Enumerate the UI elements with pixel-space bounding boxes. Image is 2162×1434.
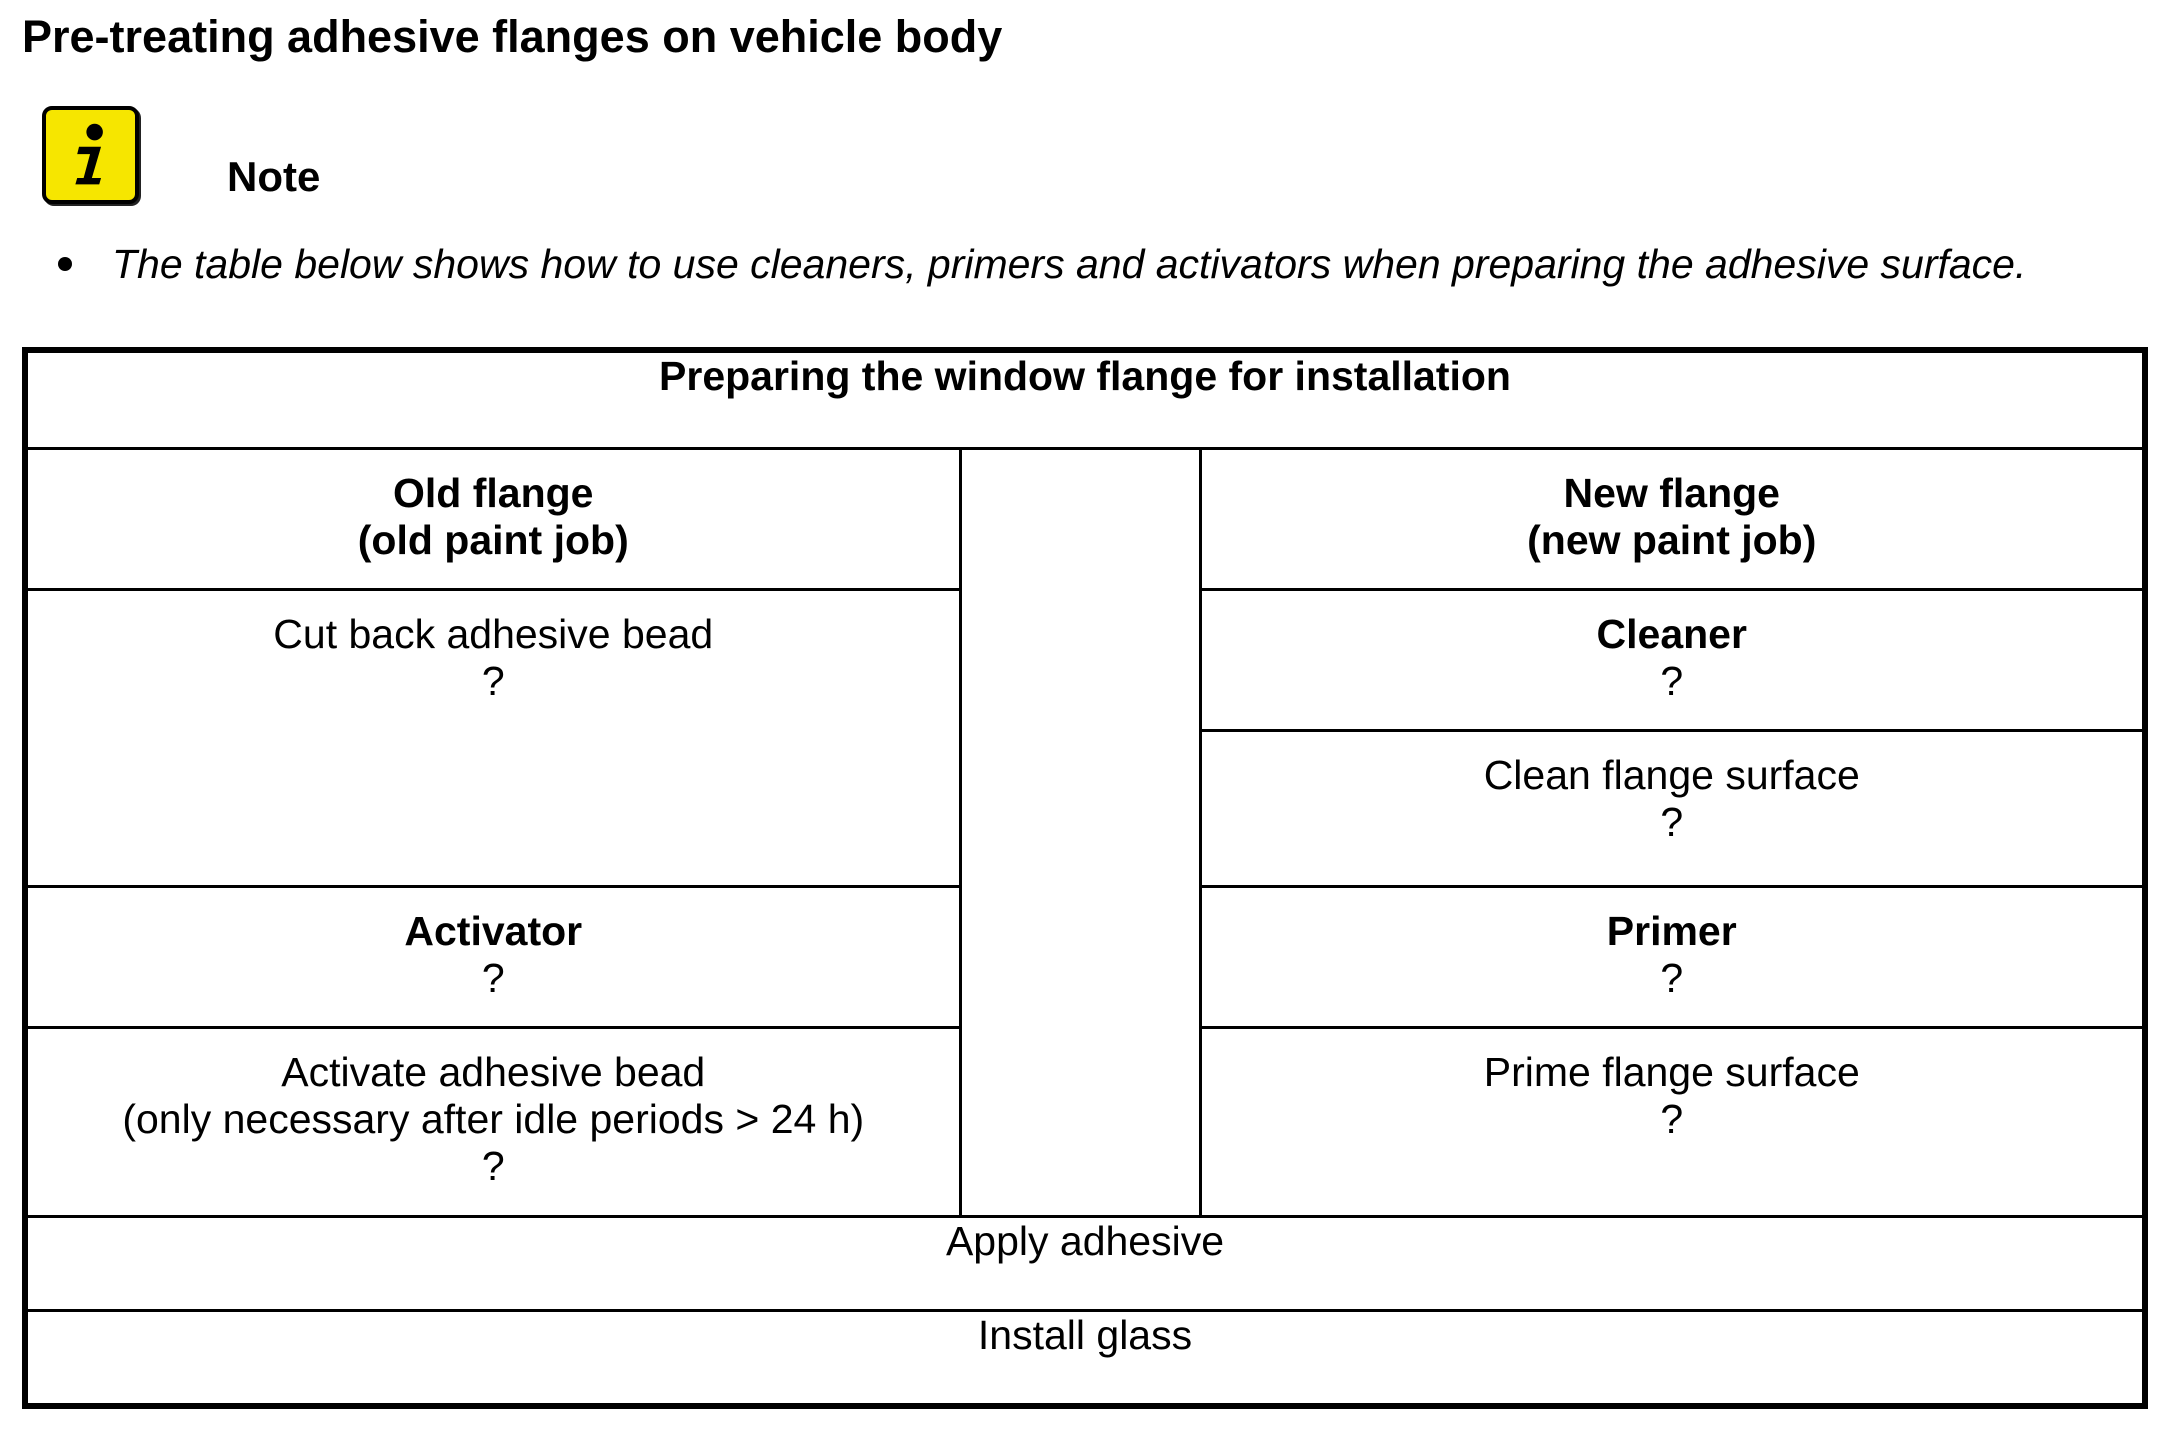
flange-table-container [22, 347, 2148, 1409]
new-flange-heading-line1: New flange [1563, 469, 1780, 516]
old-flange-heading-line2: (old paint job) [357, 516, 629, 563]
new-flange-step-primer [1200, 886, 2145, 1027]
new-step4-label: Prime flange surface [1483, 1048, 1860, 1095]
page-title: Pre-treating adhesive flanges on vehicle body [22, 11, 1003, 62]
note-bullet [58, 236, 2026, 292]
install-glass-step: Install glass [25, 1310, 2145, 1406]
new-flange-heading [1200, 448, 2145, 589]
old-flange-heading-line1: Old flange [393, 469, 594, 516]
new-step2-label: Clean flange surface [1483, 751, 1860, 798]
new-flange-step-prime-surface [1200, 1027, 2145, 1216]
new-step1-placeholder: ? [1660, 657, 1684, 704]
spacer-column [960, 448, 1200, 1216]
new-flange-step-cleaner [1200, 589, 2145, 730]
flange-preparation-table [22, 347, 2148, 1409]
table-header-row [25, 448, 2145, 589]
note-label: Note [227, 153, 321, 200]
table-title-row [25, 350, 2145, 448]
old-step1-label: Cut back adhesive bead [273, 610, 714, 657]
apply-adhesive-step: Apply adhesive [25, 1216, 2145, 1310]
old-step2-placeholder: ? [481, 954, 505, 1001]
old-flange-step-activator [25, 886, 960, 1027]
new-flange-step-clean-surface [1200, 730, 2145, 886]
new-flange-heading-line2: (new paint job) [1527, 516, 1817, 563]
new-step3-placeholder: ? [1660, 954, 1684, 1001]
old-flange-step-cut-back [25, 589, 960, 886]
new-step3-label: Primer [1606, 907, 1737, 954]
info-glyph [46, 110, 135, 200]
table-title: Preparing the window flange for installation [25, 350, 2145, 448]
new-step4-placeholder: ? [1660, 1095, 1684, 1142]
bullet-icon [58, 257, 72, 271]
old-flange-step-activate-bead [25, 1027, 960, 1216]
new-step1-label: Cleaner [1596, 610, 1747, 657]
old-step2-label: Activator [404, 907, 583, 954]
old-step3-label: Activate adhesive bead [281, 1048, 706, 1095]
old-step3-condition: (only necessary after idle periods > 24 h) [122, 1095, 865, 1142]
info-icon [42, 106, 139, 204]
table-row [25, 1216, 2145, 1310]
old-step3-placeholder: ? [481, 1142, 505, 1189]
old-step1-placeholder: ? [481, 657, 505, 704]
old-flange-heading [25, 448, 960, 589]
new-step2-placeholder: ? [1660, 798, 1684, 845]
table-row [25, 1310, 2145, 1406]
note-text: The table below shows how to use cleaners, primers and activators when preparing the adhesive surface. [112, 241, 2027, 287]
